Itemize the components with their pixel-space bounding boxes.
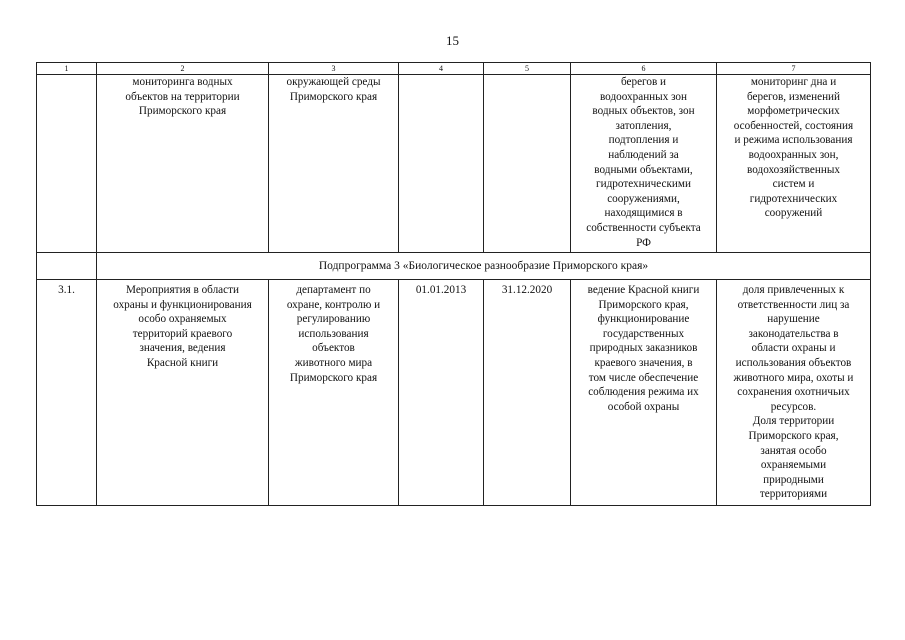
measure-name-text: Мероприятия в области охраны и функционирования особо охраняемых территорий краевого значения, ведения Красной книги <box>113 284 252 369</box>
column-number-7: 7 <box>717 63 871 75</box>
continuation-cell-4 <box>399 75 484 253</box>
responsible-executor <box>269 280 399 506</box>
continuation-cell-7 <box>717 75 871 253</box>
continuation-cell-3 <box>269 75 399 253</box>
column-number-6: 6 <box>571 63 717 75</box>
table-row <box>37 280 871 506</box>
end-date-text: 31.12.2020 <box>501 284 553 296</box>
column-number-2: 2 <box>97 63 269 75</box>
column-number-1: 1 <box>37 63 97 75</box>
start-date <box>399 280 484 506</box>
indicator-text: доля привлеченных к ответственности лиц за нарушение законодательства в области охраны и использования объектов животного мира, охоты и сохранения охотничьих ресурсов. Доля территории Приморского края, занятая особо охраняемыми природными территориями <box>733 284 854 501</box>
continuation-cell-6 <box>571 75 717 253</box>
expected-result <box>571 280 717 506</box>
subprogram-row <box>37 253 871 280</box>
expected-result-text: ведение Красной книги Приморского края, функционирование государственных природных заказников краевого значения, в том числе обеспечение соблюдения режима их особой охраны <box>587 284 700 413</box>
continuation-text-3: окружающей среды Приморского края <box>286 76 381 103</box>
continuation-text-2: мониторинга водных объектов на территории Приморского края <box>125 76 240 118</box>
column-number-5: 5 <box>484 63 571 75</box>
continuation-row <box>37 75 871 253</box>
responsible-executor-text: департамент по охране, контролю и регулированию использования объектов животного мира Приморского края <box>286 284 381 384</box>
subprogram-empty-cell <box>37 253 97 280</box>
row-number-text: 3.1. <box>58 284 75 296</box>
subprogram-title: Подпрограмма 3 «Биологическое разнообразие Приморского края» <box>97 253 871 280</box>
column-number-4: 4 <box>399 63 484 75</box>
continuation-text-6: берегов и водоохранных зон водных объектов, зон затопления, подтопления и наблюдений за водными объектами, гидротехническими сооружениями, находящимися в собственности субъекта РФ <box>586 76 701 249</box>
continuation-cell-5 <box>484 75 571 253</box>
measure-name <box>97 280 269 506</box>
column-number-3: 3 <box>269 63 399 75</box>
page-number: 15 <box>446 33 459 48</box>
column-number-row <box>37 63 871 75</box>
row-number <box>37 280 97 506</box>
indicator <box>717 280 871 506</box>
continuation-cell-2 <box>97 75 269 253</box>
start-date-text: 01.01.2013 <box>415 284 467 296</box>
continuation-text-7: мониторинг дна и берегов, изменений морфометрических особенностей, состояния и режима использования водоохранных зон, водохозяйственных систем и гидротехнических сооружений <box>733 76 854 220</box>
end-date <box>484 280 571 506</box>
continuation-cell-1 <box>37 75 97 253</box>
program-table <box>36 62 871 506</box>
